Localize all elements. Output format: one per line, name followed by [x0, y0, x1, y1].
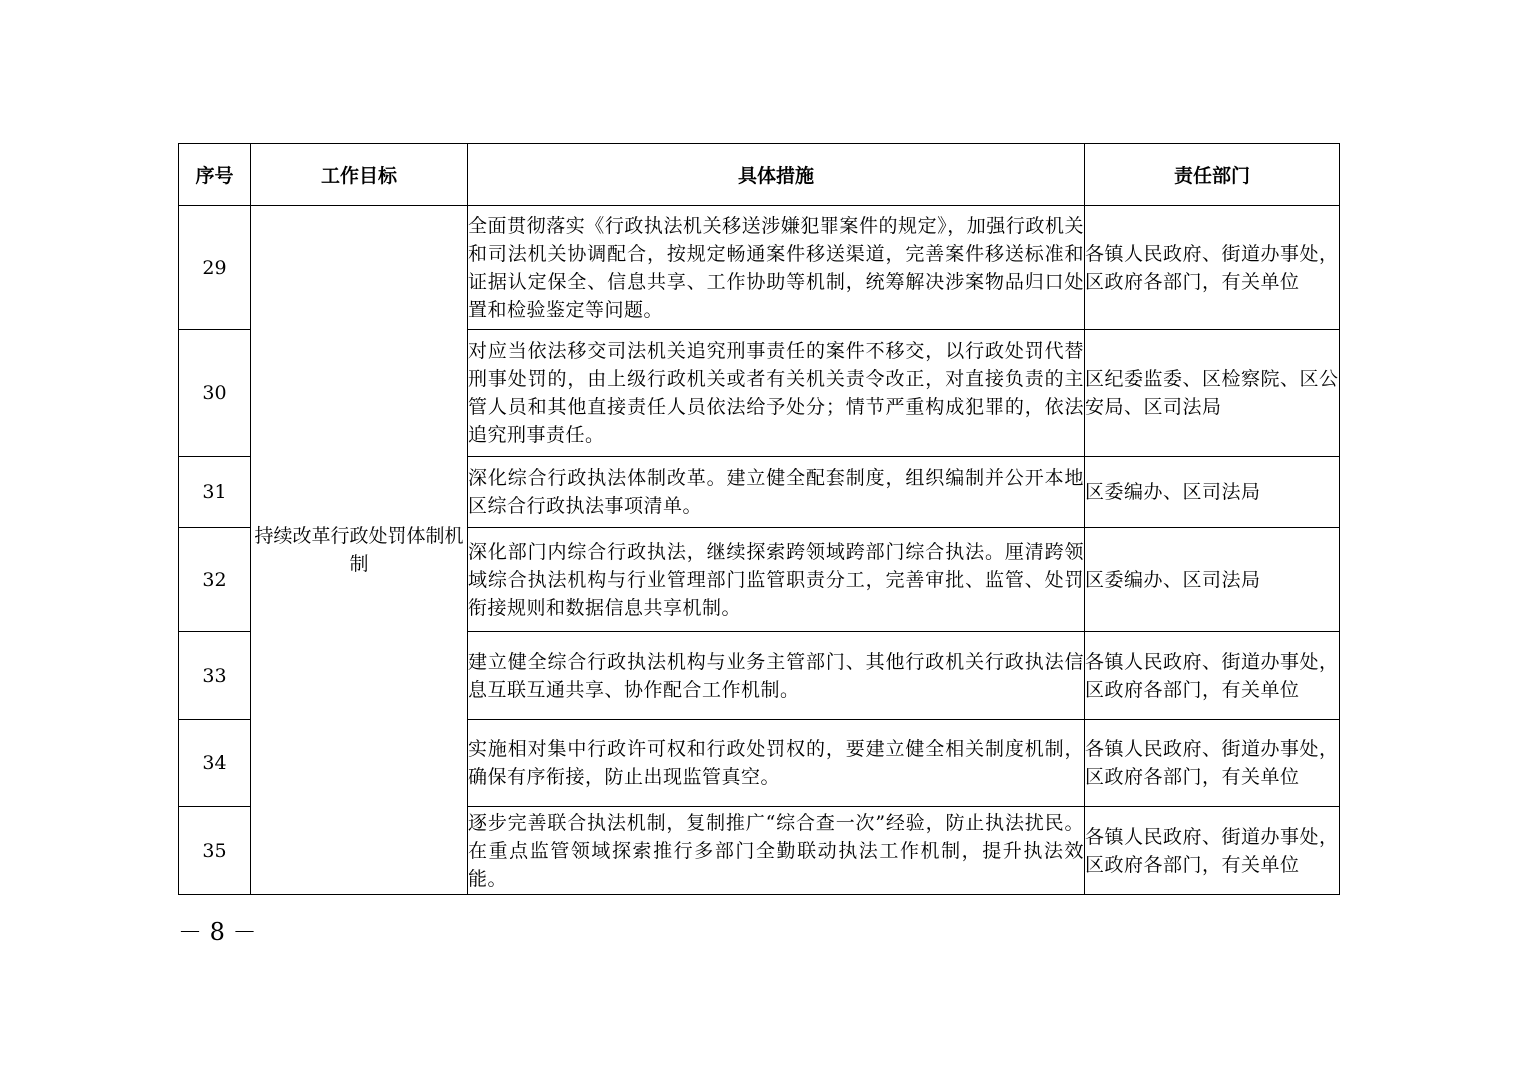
measures-table: [178, 143, 1340, 895]
row-dept: 各镇人民政府、街道办事处，区政府各部门，有关单位: [1085, 632, 1340, 720]
row-measure: 建立健全综合行政执法机构与业务主管部门、其他行政机关行政执法信息互联互通共享、协作配合工作机制。: [468, 632, 1085, 720]
row-seq: 35: [179, 807, 251, 895]
row-measure: 深化部门内综合行政执法，继续探索跨领域跨部门综合执法。厘清跨领域综合执法机构与行业管理部门监管职责分工，完善审批、监管、处罚衔接规则和数据信息共享机制。: [468, 528, 1085, 632]
header-goal: 工作目标: [251, 144, 468, 206]
row-dept: 区纪委监委、区检察院、区公安局、区司法局: [1085, 330, 1340, 457]
row-measure: 全面贯彻落实《行政执法机关移送涉嫌犯罪案件的规定》，加强行政机关和司法机关协调配合，按规定畅通案件移送渠道，完善案件移送标准和证据认定保全、信息共享、工作协助等机制，统筹解决涉案物品归口处置和检验鉴定等问题。: [468, 206, 1085, 330]
row-seq: 29: [179, 206, 251, 330]
row-seq: 34: [179, 720, 251, 807]
table-row: [179, 206, 1340, 330]
row-dept: 各镇人民政府、街道办事处，区政府各部门，有关单位: [1085, 206, 1340, 330]
table-header-row: [179, 144, 1340, 206]
header-seq: 序号: [179, 144, 251, 206]
row-seq: 32: [179, 528, 251, 632]
row-measure: 逐步完善联合执法机制，复制推广“综合查一次”经验，防止执法扰民。在重点监管领域探索推行多部门全勤联动执法工作机制，提升执法效能。: [468, 807, 1085, 895]
row-measure: 对应当依法移交司法机关追究刑事责任的案件不移交，以行政处罚代替刑事处罚的，由上级行政机关或者有关机关责令改正，对直接负责的主管人员和其他直接责任人员依法给予处分；情节严重构成犯罪的，依法追究刑事责任。: [468, 330, 1085, 457]
row-measure: 实施相对集中行政许可权和行政处罚权的，要建立健全相关制度机制，确保有序衔接，防止出现监管真空。: [468, 720, 1085, 807]
row-dept: 区委编办、区司法局: [1085, 528, 1340, 632]
row-dept: 各镇人民政府、街道办事处，区政府各部门，有关单位: [1085, 807, 1340, 895]
row-measure: 深化综合行政执法体制改革。建立健全配套制度，组织编制并公开本地区综合行政执法事项清单。: [468, 457, 1085, 528]
page-number: － 8 －: [178, 918, 257, 946]
header-dept: 责任部门: [1085, 144, 1340, 206]
row-seq: 30: [179, 330, 251, 457]
row-seq: 33: [179, 632, 251, 720]
row-dept: 各镇人民政府、街道办事处，区政府各部门，有关单位: [1085, 720, 1340, 807]
header-measure: 具体措施: [468, 144, 1085, 206]
row-dept: 区委编办、区司法局: [1085, 457, 1340, 528]
work-goal-cell: 持续改革行政处罚体制机制: [251, 206, 468, 895]
row-seq: 31: [179, 457, 251, 528]
